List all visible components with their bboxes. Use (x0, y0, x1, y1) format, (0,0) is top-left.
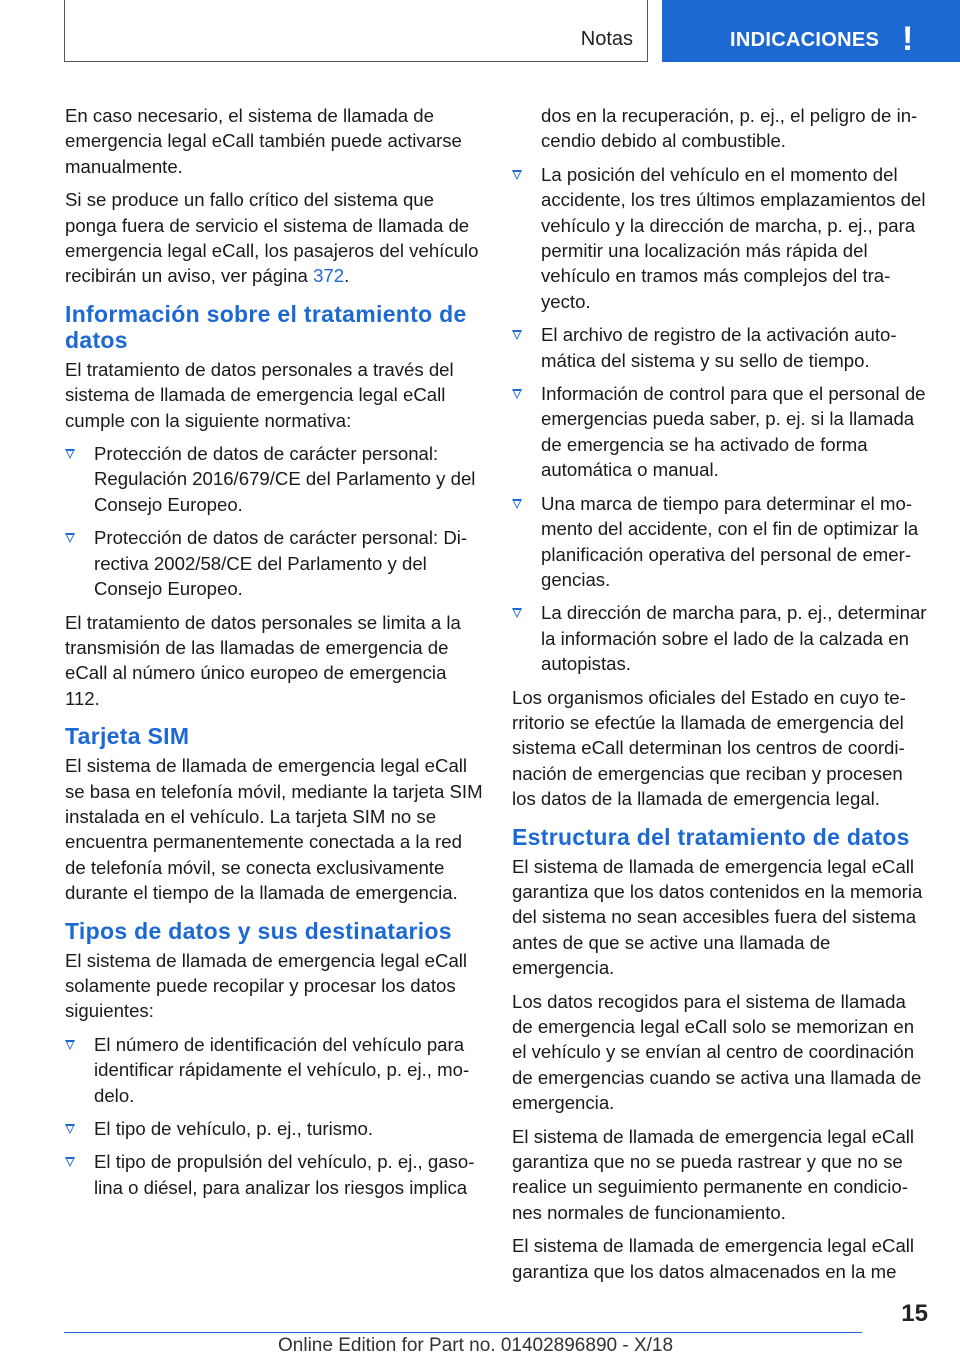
paragraph: El sistema de llamada de emergencia legal eCall solamente puede recopilar y procesar los datos siguientes: (65, 949, 468, 1022)
heading-data-processing-structure: Estructura del tratamiento de datos (512, 823, 910, 850)
list-item (512, 322, 930, 373)
list-item (65, 525, 483, 601)
list-item-text: Protección de datos de carácter personal: Regulación 2016/679/CE del Parlamento y del Consejo Europeo. (94, 443, 476, 515)
paragraph: El sistema de llamada de emergencia legal eCall se basa en telefonía móvil, mediante la tarjeta SIM instalada en el vehículo. La tarjeta SIM no se encuentra permanentemente conectada a la red de telefonía móvil, se conecta exclusivamente durante el tiempo de la llamada de emergencia. (65, 755, 483, 904)
page-number: 15 (901, 1300, 928, 1327)
header-frame (64, 0, 648, 62)
header-chapter-label: INDICACIONES (730, 29, 880, 51)
paragraph-text: Si se produce un fallo crítico del sistema que ponga fuera de servicio el sistema de llamada de emergencia legal eCall, los pasajeros del vehículo recibirán un aviso, ver página (65, 189, 479, 287)
heading-data-types: Tipos de datos y sus destinatarios (65, 917, 452, 944)
list-item-text: El número de identificación del vehículo para identificar rápidamente el vehículo, p. ej., modelo. (94, 1033, 470, 1106)
bullet-triangle-icon (65, 1124, 75, 1134)
bullet-triangle-icon (512, 170, 522, 180)
list-item-text: La posición del vehículo en el momento del accidente, los tres últimos emplazamientos del vehículo y la dirección de marcha, p. ej., para permitir una localización más rápida del vehículo en tramos más complejos del trayecto. (541, 163, 926, 312)
header-chapter-tab (662, 0, 960, 62)
list-item-text: Protección de datos de carácter personal: Directiva 2002/58/CE del Parlamento y del Consejo Europeo. (94, 527, 468, 600)
data-types-list-continued (512, 162, 930, 677)
bullet-triangle-icon (512, 499, 522, 509)
bullet-triangle-icon (65, 449, 75, 459)
paragraph: El sistema de llamada de emergencia legal eCall garantiza que los datos contenidos en la memoria del sistema no sean accesibles fuera del sistema antes de que se active una llamada de emergencia. (512, 855, 923, 979)
paragraph: El tratamiento de datos personales se limita a la transmisión de las llamadas de emergencia de eCall al número único europeo de emergencia 112. (65, 611, 461, 709)
left-column (65, 103, 483, 1208)
heading-sim-card: Tarjeta SIM (65, 723, 190, 750)
bullet-triangle-icon (65, 533, 75, 543)
right-column (512, 103, 930, 1292)
list-item-text: La dirección de marcha para, p. ej., determinar la información sobre el lado de la calzada en autopistas. (541, 602, 927, 675)
list-item-text: Una marca de tiempo para determinar el momento del accidente, con el fin de optimizar la planificación operativa del personal de emergencias. (541, 492, 919, 590)
list-item (65, 441, 483, 517)
list-item (65, 1149, 483, 1200)
list-item (512, 491, 930, 593)
paragraph: Los datos recogidos para el sistema de llamada de emergencia legal eCall solo se memorizan en el vehículo y se envían al centro de coordinación de emergencias cuando se activa una llamada de emergencia. (512, 990, 922, 1114)
paragraph-with-link (65, 187, 483, 289)
footer-edition-text: Online Edition for Part no. 01402896890 - X/18 (278, 1335, 674, 1356)
paragraph: Los organismos oficiales del Estado en cuyo territorio se efectúe la llamada de emergencia del sistema eCall determinan los centros de coordinación de emergencias que reciban y procesen los datos de la llamada de emergencia legal. (512, 686, 906, 810)
list-item (65, 1116, 483, 1141)
list-continuation: dos en la recuperación, p. ej., el peligro de incendio debido al combustible. (541, 105, 918, 152)
list-item (512, 162, 930, 314)
list-item (512, 600, 930, 676)
heading-data-processing-info: Información sobre el tratamiento de datos (65, 300, 467, 353)
paragraph-end: . (344, 265, 350, 287)
list-item-text: Información de control para que el personal de emergencias pueda saber, p. ej. si la llamada de emergencia se ha activado de forma automática o manual. (541, 383, 926, 481)
paragraph: El tratamiento de datos personales a través del sistema de llamada de emergencia legal eCall cumple con la siguiente normativa: (65, 358, 454, 431)
bullet-triangle-icon (512, 389, 522, 399)
list-item-text: El tipo de propulsión del vehículo, p. ej., gasolina o diésel, para analizar los riesgos implica (94, 1151, 475, 1198)
warning-exclamation-icon: ! (902, 20, 914, 58)
list-item-text: El archivo de registro de la activación automática del sistema y su sello de tiempo. (541, 324, 897, 371)
bullet-triangle-icon (65, 1157, 75, 1167)
paragraph: El sistema de llamada de emergencia legal eCall garantiza que los datos almacenados en la me (512, 1235, 915, 1282)
page-reference-link[interactable]: 372 (313, 265, 345, 287)
list-item-text: El tipo de vehículo, p. ej., turismo. (94, 1118, 374, 1139)
list-item (512, 381, 930, 483)
bullet-triangle-icon (65, 1040, 75, 1050)
footer-divider (64, 1332, 862, 1333)
regulation-list (65, 441, 483, 601)
paragraph: El sistema de llamada de emergencia legal eCall garantiza que no se pueda rastrear y que no se realice un seguimiento permanente en condiciones normales de funcionamiento. (512, 1125, 915, 1223)
paragraph: En caso necesario, el sistema de llamada de emergencia legal eCall también puede activarse manualmente. (65, 105, 462, 177)
bullet-triangle-icon (512, 608, 522, 618)
data-types-list (65, 1032, 483, 1200)
bullet-triangle-icon (512, 330, 522, 340)
header-section-label: Notas (580, 28, 633, 50)
list-item (65, 1032, 483, 1108)
